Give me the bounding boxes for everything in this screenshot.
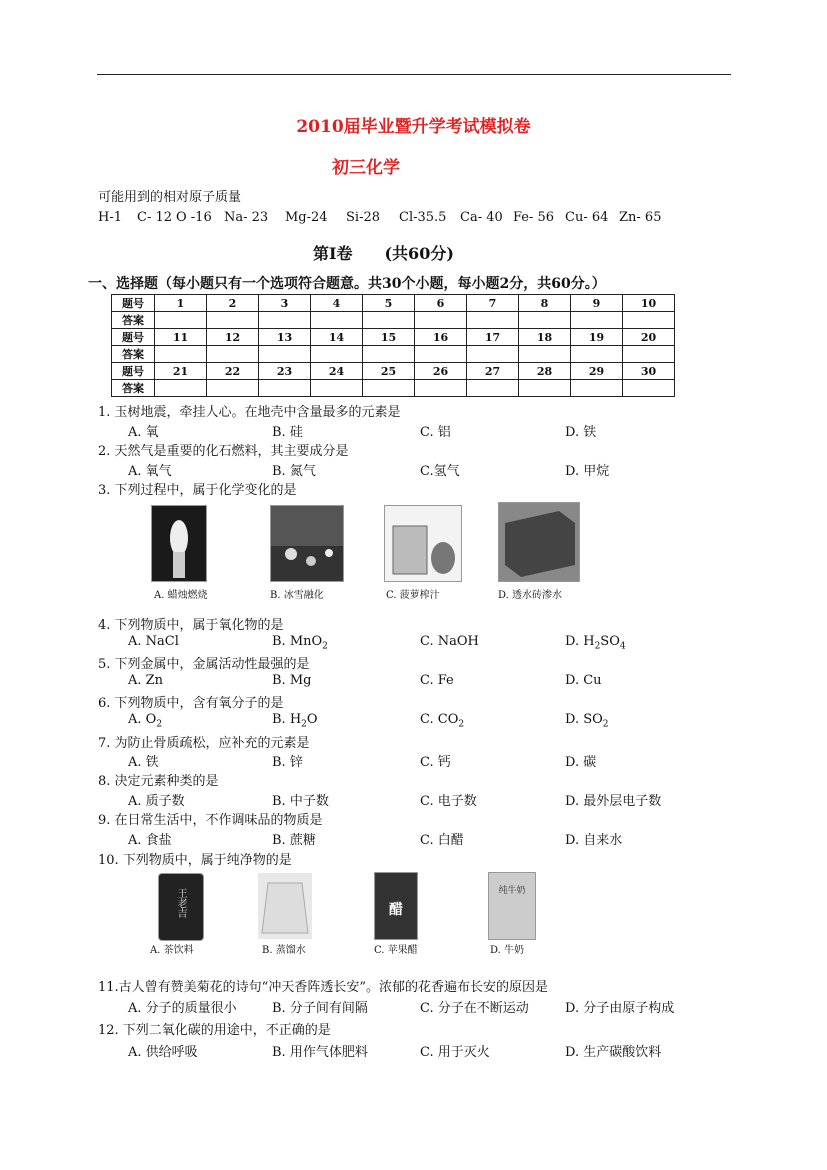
question-stem: 12. 下列二氧化碳的用途中，不正确的是: [98, 1023, 331, 1038]
answer-cell[interactable]: [415, 346, 467, 363]
question-number-cell: 30: [623, 363, 675, 380]
section-title: 一、选择题（每小题只有一个选项符合题意。共30个小题，每小题2分，共60分。）: [88, 276, 606, 292]
answer-option[interactable]: D. $SO_2$: [565, 712, 609, 730]
answer-table: [111, 294, 675, 397]
question-number-cell: 6: [415, 295, 467, 312]
question-number-cell: 15: [363, 329, 415, 346]
question-stem: 1. 玉树地震，牵挂人心。在地壳中含量最多的元素是: [98, 405, 401, 420]
question-number-cell: 11: [155, 329, 207, 346]
answer-cell[interactable]: [259, 312, 311, 329]
question-number-cell: 21: [155, 363, 207, 380]
answer-option[interactable]: A. 质子数: [128, 794, 185, 809]
answer-option[interactable]: C. 白醋: [420, 833, 464, 848]
question-stem: 7. 为防止骨质疏松，应补充的元素是: [98, 736, 310, 751]
answer-cell[interactable]: [571, 312, 623, 329]
table-row-label: 题号: [112, 363, 155, 380]
answer-option[interactable]: D. 碳: [565, 755, 597, 770]
milk-image: [488, 872, 536, 940]
question-number-cell: 14: [311, 329, 363, 346]
question-number-cell: 10: [623, 295, 675, 312]
answer-option[interactable]: D. Cu: [565, 673, 602, 688]
answer-option[interactable]: B. 锌: [272, 755, 303, 770]
answer-option[interactable]: B. 分子间有间隔: [272, 1001, 368, 1016]
answer-option[interactable]: C. 铝: [420, 425, 451, 440]
answer-cell[interactable]: [467, 380, 519, 397]
question-number-cell: 4: [311, 295, 363, 312]
question-number-cell: 18: [519, 329, 571, 346]
can-label: 王老吉: [175, 888, 186, 918]
atomic-mass-item: Si-28: [346, 210, 380, 225]
atomic-mass-item: Na- 23: [224, 210, 269, 225]
answer-cell[interactable]: [207, 380, 259, 397]
answer-cell[interactable]: [363, 346, 415, 363]
answer-option[interactable]: A. Zn: [128, 673, 164, 688]
answer-option[interactable]: A. 供给呼吸: [128, 1045, 198, 1060]
exam-title: 2010届毕业暨升学考试模拟卷: [296, 117, 531, 137]
question-number-cell: 23: [259, 363, 311, 380]
answer-option[interactable]: C. 用于灭火: [420, 1045, 490, 1060]
question-stem: 3. 下列过程中，属于化学变化的是: [98, 483, 297, 498]
answer-cell[interactable]: [519, 346, 571, 363]
answer-option[interactable]: D. 铁: [565, 425, 597, 440]
atomic-mass-item: C- 12: [137, 210, 173, 225]
answer-option[interactable]: B. $H_2O$: [272, 712, 318, 730]
answer-option[interactable]: C. 电子数: [420, 794, 477, 809]
answer-cell[interactable]: [415, 312, 467, 329]
answer-cell[interactable]: [467, 346, 519, 363]
answer-option[interactable]: A. 食盐: [128, 833, 172, 848]
answer-cell[interactable]: [259, 380, 311, 397]
question-number-cell: 16: [415, 329, 467, 346]
tea-drink-can-image: [158, 873, 204, 941]
question-number-cell: 3: [259, 295, 311, 312]
answer-option[interactable]: A. 分子的质量很小: [128, 1001, 237, 1016]
answer-cell[interactable]: [207, 312, 259, 329]
image-caption: A. 蜡烛燃烧: [154, 590, 208, 601]
answer-option[interactable]: C. 钙: [420, 755, 451, 770]
atomic-mass-item: Cl-35.5: [399, 210, 447, 225]
answer-option[interactable]: A. NaCl: [128, 634, 179, 649]
answer-option[interactable]: C.氢气: [420, 464, 460, 479]
answer-option[interactable]: B. Mg: [272, 673, 312, 688]
answer-option[interactable]: A. 氧: [128, 425, 159, 440]
question-number-cell: 24: [311, 363, 363, 380]
answer-option[interactable]: C. 分子在不断运动: [420, 1001, 529, 1016]
answer-option[interactable]: B. 蔗糖: [272, 833, 316, 848]
question-number-cell: 2: [207, 295, 259, 312]
atomic-mass-row: [0, 210, 827, 226]
pineapple-juice-image: [384, 505, 462, 582]
answer-cell[interactable]: [155, 346, 207, 363]
answer-cell[interactable]: [311, 346, 363, 363]
answer-option[interactable]: B. 硅: [272, 425, 303, 440]
image-caption: B. 冰雪融化: [270, 590, 324, 601]
table-row-label: 答案: [112, 380, 155, 397]
answer-cell[interactable]: [467, 312, 519, 329]
atomic-mass-item: Cu- 64: [565, 210, 609, 225]
apple-vinegar-image: [374, 872, 418, 940]
image-caption: D. 牛奶: [490, 945, 525, 956]
question-number-cell: 9: [571, 295, 623, 312]
question-number-cell: 26: [415, 363, 467, 380]
candle-image: [151, 505, 207, 582]
atomic-mass-item: O -16: [176, 210, 212, 225]
question-number-cell: 28: [519, 363, 571, 380]
answer-cell[interactable]: [519, 380, 571, 397]
candle-icon: [152, 506, 206, 581]
atomic-mass-item: Fe- 56: [513, 210, 555, 225]
pitcher-icon: [385, 506, 461, 581]
vinegar-label: 醋: [389, 902, 403, 918]
answer-option[interactable]: D. 自来水: [565, 833, 623, 848]
water-bottle-icon: [258, 873, 312, 939]
table-row-label: 题号: [112, 329, 155, 346]
answer-cell[interactable]: [571, 346, 623, 363]
permeable-brick-image: [498, 502, 580, 582]
question-number-cell: 5: [363, 295, 415, 312]
answer-cell[interactable]: [207, 346, 259, 363]
image-caption: A. 茶饮料: [150, 945, 194, 956]
question-number-cell: 17: [467, 329, 519, 346]
answer-cell[interactable]: [155, 380, 207, 397]
question-number-cell: 29: [571, 363, 623, 380]
atomic-mass-item: H-1: [98, 210, 123, 225]
answer-option[interactable]: A. 氧气: [128, 464, 172, 479]
question-stem: 11.古人曾有赞美菊花的诗句“冲天香阵透长安”。浓郁的花香遍布长安的原因是: [98, 980, 548, 995]
answer-option[interactable]: A. 铁: [128, 755, 159, 770]
answer-cell[interactable]: [623, 380, 675, 397]
milk-label: 纯牛奶: [498, 886, 526, 896]
ice-icon: [271, 506, 343, 581]
question-stem: 6. 下列物质中，含有氧分子的是: [98, 696, 284, 711]
answer-cell[interactable]: [155, 312, 207, 329]
atomic-mass-label: 可能用到的相对原子质量: [98, 190, 242, 205]
atomic-mass-item: Ca- 40: [460, 210, 503, 225]
question-number-cell: 13: [259, 329, 311, 346]
ice-melt-image: [270, 505, 344, 582]
question-number-cell: 27: [467, 363, 519, 380]
brick-icon: [499, 503, 579, 581]
table-row-label: 题号: [112, 295, 155, 312]
table-row-label: 答案: [112, 346, 155, 363]
answer-option[interactable]: D. 生产碳酸饮料: [565, 1045, 662, 1060]
image-caption: B. 蒸馏水: [262, 945, 306, 956]
answer-cell[interactable]: [623, 312, 675, 329]
answer-cell[interactable]: [415, 380, 467, 397]
part-title: 第Ⅰ卷 (共60分): [313, 244, 454, 263]
question-stem: 10. 下列物质中，属于纯净物的是: [98, 853, 292, 868]
distilled-water-image: [258, 873, 312, 939]
answer-option[interactable]: B. 氮气: [272, 464, 316, 479]
question-number-cell: 22: [207, 363, 259, 380]
answer-cell[interactable]: [571, 380, 623, 397]
answer-option[interactable]: B. 用作气体肥料: [272, 1045, 368, 1060]
question-stem: 8. 决定元素种类的是: [98, 774, 219, 789]
image-caption: C. 菠萝榨汁: [386, 590, 440, 601]
answer-cell[interactable]: [259, 346, 311, 363]
question-number-cell: 12: [207, 329, 259, 346]
answer-option[interactable]: D. 最外层电子数: [565, 794, 662, 809]
answer-option[interactable]: D. $H_2SO_4$: [565, 634, 626, 652]
image-caption: C. 苹果醋: [374, 945, 418, 956]
answer-option[interactable]: C. NaOH: [420, 634, 479, 649]
answer-option[interactable]: C. Fe: [420, 673, 454, 688]
question-number-cell: 7: [467, 295, 519, 312]
question-number-cell: 25: [363, 363, 415, 380]
atomic-mass-item: Zn- 65: [619, 210, 662, 225]
answer-option[interactable]: A. $O_2$: [128, 712, 163, 730]
exam-subtitle: 初三化学: [332, 158, 400, 178]
answer-option[interactable]: B. 中子数: [272, 794, 329, 809]
question-stem: 4. 下列物质中，属于氧化物的是: [98, 618, 284, 633]
answer-cell[interactable]: [311, 380, 363, 397]
answer-cell[interactable]: [311, 312, 363, 329]
answer-option[interactable]: D. 甲烷: [565, 464, 610, 479]
image-caption: D. 透水砖渗水: [498, 590, 563, 601]
question-number-cell: 19: [571, 329, 623, 346]
question-stem: 2. 天然气是重要的化石燃料，其主要成分是: [98, 444, 349, 459]
question-number-cell: 8: [519, 295, 571, 312]
answer-option[interactable]: C. $CO_2$: [420, 712, 465, 730]
table-row-label: 答案: [112, 312, 155, 329]
answer-cell[interactable]: [623, 346, 675, 363]
atomic-mass-item: Mg-24: [285, 210, 328, 225]
answer-cell[interactable]: [363, 380, 415, 397]
answer-option[interactable]: D. 分子由原子构成: [565, 1001, 675, 1016]
header-rule: [97, 74, 731, 75]
question-stem: 5. 下列金属中，金属活动性最强的是: [98, 657, 310, 672]
answer-cell[interactable]: [363, 312, 415, 329]
question-number-cell: 1: [155, 295, 207, 312]
answer-cell[interactable]: [519, 312, 571, 329]
question-number-cell: 20: [623, 329, 675, 346]
question-stem: 9. 在日常生活中，不作调味品的物质是: [98, 813, 323, 828]
answer-option[interactable]: B. MnO$_2$: [272, 634, 328, 652]
